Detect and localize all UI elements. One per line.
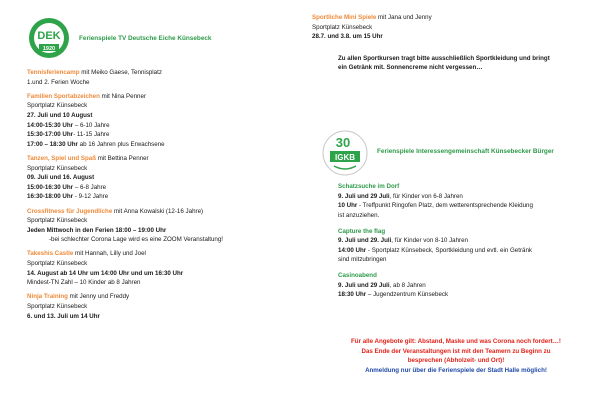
section-line-rest: - 9-12 Jahre (73, 193, 109, 201)
section-line-text: 27. Juli und 10 August (27, 111, 93, 119)
section-line (27, 278, 292, 288)
section-title-suffix: mit Hannah, Lilly und Joel (73, 250, 146, 258)
section-line-rest: ab 16 Jahren plus Erwachsene (77, 140, 165, 148)
mini-spiele-dates: 28.7. und 3.8. um 15 Uhr (312, 33, 383, 41)
section-line-text: Sportplatz Künsebeck (27, 303, 88, 311)
section-4 (27, 249, 292, 287)
section-heading (338, 227, 593, 237)
section-title-suffix: mit Jenny und Freddy (67, 293, 130, 301)
footer-red-2: Das Ende der Veranstaltungen ist mit den Teamern zu Beginn zu (361, 347, 551, 355)
section-line (27, 235, 292, 245)
section-title: Casinoabend (338, 272, 377, 280)
section-line-text: Mindest-TN Zahl – 10 Kinder ab 8 Jahren (27, 279, 141, 287)
section-line-text: Jeden Mittwoch in den Ferien 18:00 – 19:00 Uhr (27, 226, 167, 234)
section-line-text: 17:00 – 18:30 Uhr (27, 140, 78, 148)
section-line-text: 10 Uhr (338, 202, 358, 210)
section-1 (338, 227, 593, 265)
section-line (338, 246, 593, 256)
section-line-rest: , ab 8 Jahren (389, 281, 426, 289)
section-line (27, 269, 292, 279)
section-heading (27, 207, 292, 217)
section-2 (27, 154, 292, 202)
section-line (27, 312, 292, 322)
section-line-text: Sportplatz Künsebeck (27, 102, 88, 110)
section-line-text: 9. Juli und 29 Juli (338, 281, 390, 289)
section-title-suffix: mit Nina Penner (99, 92, 146, 100)
section-heading (27, 249, 292, 259)
section-0 (27, 68, 292, 87)
section-line (27, 216, 292, 226)
club-logo-igkb (322, 130, 368, 176)
section-line-text: 18:30 Uhr (338, 291, 367, 299)
section-line (338, 281, 593, 291)
section-line-text: 14:00-15:30 Uhr (27, 121, 74, 129)
section-line (338, 192, 593, 202)
section-line (27, 173, 292, 183)
section-title: Capture the flag (338, 227, 386, 235)
section-line-text: ist anzuziehen. (338, 211, 380, 219)
footer-blue-1: Anmeldung nur über die Ferienspiele der Stadt Halle möglich! (365, 366, 547, 374)
notice-line-2: ein Getränk mit. Sonnencreme nicht vergessen… (338, 64, 483, 72)
section-line (27, 111, 292, 121)
logo-text: DEK (37, 30, 61, 42)
section-heading (27, 154, 292, 164)
section-line-text: 15:30-17:00 Uhr (27, 131, 74, 139)
left-column (27, 68, 292, 326)
section-line-rest: – 6-10 Jahre (73, 121, 110, 129)
section-line (27, 192, 292, 202)
section-title-suffix: mit Meiko Gaese, Tennisplatz (79, 69, 162, 76)
footer-red-3: besprechen (Abholzeit- und Ort)! (407, 357, 505, 365)
section-line-text: 9. Juli und 29. Juli (338, 237, 392, 245)
section-line-rest: – 6-8 Jahre (73, 183, 107, 191)
notice-line-1: Zu allen Sportkursen tragt bitte ausschließlich Sportkleidung und bringt (338, 54, 550, 62)
section-heading (27, 92, 292, 102)
mini-spiele-suffix: mit Jana und Jenny (376, 14, 432, 21)
section-line-text: -bei schlechter Corona Lage wird es eine ZOOM Veranstaltung! (49, 236, 224, 244)
section-line (27, 121, 292, 131)
section-line-rest: – Jugendzentrum Künsebeck (366, 291, 449, 299)
section-line (27, 101, 292, 111)
header-left-title: Ferienspiele TV Deutsche Eiche Künsebeck (79, 35, 212, 42)
section-line-text: Sportplatz Künsebeck (27, 217, 88, 225)
section-0 (338, 182, 593, 220)
section-title: Ninja Training (27, 293, 68, 301)
section-5 (27, 292, 292, 321)
section-line (338, 255, 593, 265)
section-line-rest: - 11-15 Jahre (73, 131, 110, 139)
section-line-text: sind mitzubringen (338, 256, 387, 264)
right-column (338, 182, 593, 306)
mini-spiele-title: Sportliche Mini Spiele (312, 14, 377, 21)
section-heading (27, 292, 292, 302)
section-line-rest: , für Kinder von 8-10 Jahren (391, 237, 468, 245)
section-title: Familien Sportabzeichen (27, 92, 100, 100)
section-line-text: Sportplatz Künsebeck (27, 164, 88, 172)
section-title-suffix: mit Bettina Penner (95, 154, 149, 162)
section-line (338, 236, 593, 246)
section-heading (27, 68, 292, 78)
section-line (338, 211, 593, 221)
section-1 (27, 92, 292, 150)
footer-red-1: Für alle Angebote gilt: Abstand, Maske und was Corona noch fordert…! (351, 338, 561, 345)
section-line-text: 1.und 2. Ferien Woche (27, 78, 90, 86)
section-line-rest: , für Kinder von 6-8 Jahren (389, 192, 463, 200)
section-line (27, 78, 292, 88)
section-title: Schatzsuche im Dorf (338, 183, 400, 190)
right-top-block (312, 13, 592, 73)
section-heading (338, 271, 593, 281)
section-2 (338, 271, 593, 300)
section-line (27, 130, 292, 140)
section-title-suffix: mit Anna Kowalski (12-16 Jahre) (112, 207, 204, 215)
club-logo-dek (28, 17, 70, 59)
section-title: Tanzen, Spiel und Spaß (27, 154, 96, 162)
logo-igkb-text: IGKB (335, 153, 355, 162)
section-line (27, 140, 292, 150)
section-line (27, 259, 292, 269)
logo-igkb-number: 30 (335, 135, 351, 150)
section-line (338, 290, 593, 300)
section-line-rest: - Treffpunkt Ringofen Platz, dem wetterentsprechende Kleidung (357, 202, 533, 210)
section-line-text: 09. Juli und 16. August (27, 174, 95, 182)
section-title: Crossfitness für Jugendliche (27, 207, 113, 215)
section-title: Takeshis Castle (27, 250, 74, 258)
section-line (27, 226, 292, 236)
section-line-text: 14:00 Uhr (338, 246, 367, 254)
header-right-title: Ferienspiele Interessengemeinschaft Künsebecker Bürger (377, 148, 554, 155)
logo-year: 1920 (42, 46, 56, 52)
section-line (27, 302, 292, 312)
section-line (338, 201, 593, 211)
footer-notice (318, 337, 594, 375)
section-line-text: 15:00-16:30 Uhr (27, 183, 74, 191)
section-line-text: 9. Juli und 29 Juli (338, 192, 390, 200)
section-line-text: 16:30-18:00 Uhr (27, 193, 74, 201)
section-line (27, 164, 292, 174)
mini-spiele-location: Sportplatz Künsebeck (312, 23, 373, 31)
section-3 (27, 207, 292, 245)
section-line-text: 14. August ab 14 Uhr um 14:00 Uhr und um 16:30 Uhr (27, 269, 184, 277)
section-line-text: 6. und 13. Juli um 14 Uhr (27, 312, 100, 320)
section-line-text: Sportplatz Künsebeck (27, 260, 88, 268)
section-line-rest: - Sportplatz Künsebeck, Sportkleidung und evtl. ein Getränk (366, 246, 532, 254)
section-heading (338, 182, 593, 192)
section-line (27, 183, 292, 193)
section-title: Tennisferiencamp (27, 69, 80, 76)
